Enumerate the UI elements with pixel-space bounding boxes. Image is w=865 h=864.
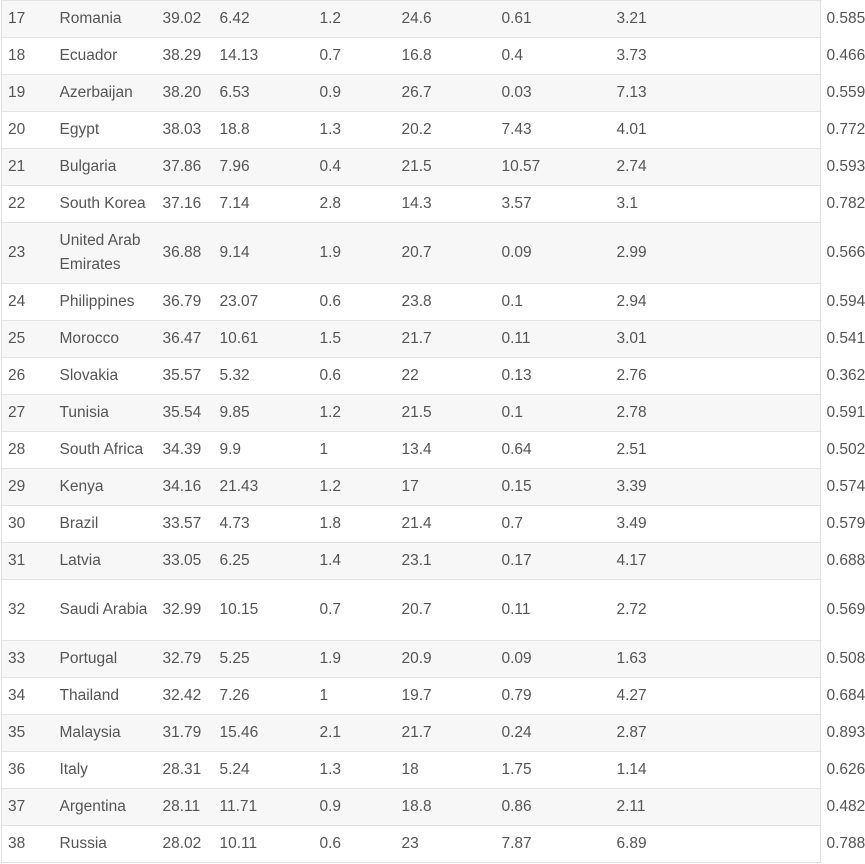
country-cell: Morocco: [55, 321, 157, 358]
value-cell-6: 2.87: [611, 715, 821, 752]
value-cell-6: 4.17: [611, 543, 821, 580]
rank-cell: 24: [2, 284, 55, 321]
value-cell-2: 10.11: [214, 826, 314, 863]
value-cell-2: 7.26: [214, 678, 314, 715]
value-cell-4: 23.1: [396, 543, 496, 580]
country-cell: Azerbaijan: [55, 75, 157, 112]
value-cell-3: 0.9: [314, 789, 396, 826]
value-cell-2: 5.32: [214, 358, 314, 395]
value-cell-6: 2.11: [611, 789, 821, 826]
table-row: 18 Ecuador 38.29 14.13 0.7 16.8 0.4 3.73 0.466: [2, 38, 821, 75]
value-cell-2: 7.14: [214, 186, 314, 223]
rank-cell: 37: [2, 789, 55, 826]
value-cell-3: 0.9: [314, 75, 396, 112]
value-cell-4: 21.5: [396, 149, 496, 186]
rank-cell: 26: [2, 358, 55, 395]
rank-cell: 27: [2, 395, 55, 432]
table-row: 31 Latvia 33.05 6.25 1.4 23.1 0.17 4.17 0.688: [2, 543, 821, 580]
value-cell-3: 1.2: [314, 469, 396, 506]
table-row: 28 South Africa 34.39 9.9 1 13.4 0.64 2.51 0.502: [2, 432, 821, 469]
value-cell-4: 20.7: [396, 223, 496, 284]
value-cell-3: 2.1: [314, 715, 396, 752]
value-cell-3: 0.7: [314, 38, 396, 75]
value-cell-5: 0.11: [496, 321, 611, 358]
value-cell-5: 0.09: [496, 641, 611, 678]
table-row: 38 Russia 28.02 10.11 0.6 23 7.87 6.89 0.788: [2, 826, 821, 863]
value-cell-5: 0.09: [496, 223, 611, 284]
value-cell-1: 34.39: [157, 432, 214, 469]
value-cell-6: 4.27: [611, 678, 821, 715]
value-cell-6: 1.14: [611, 752, 821, 789]
value-cell-1: 38.20: [157, 75, 214, 112]
value-cell-6: 2.76: [611, 358, 821, 395]
rank-cell: 25: [2, 321, 55, 358]
table-row: 30 Brazil 33.57 4.73 1.8 21.4 0.7 3.49 0.579: [2, 506, 821, 543]
country-cell: Egypt: [55, 112, 157, 149]
value-cell-2: 10.15: [214, 580, 314, 641]
table-row: 37 Argentina 28.11 11.71 0.9 18.8 0.86 2.11 0.482: [2, 789, 821, 826]
value-cell-6: 7.13: [611, 75, 821, 112]
value-cell-4: 16.8: [396, 38, 496, 75]
value-cell-4: 20.2: [396, 112, 496, 149]
value-cell-1: 32.42: [157, 678, 214, 715]
value-cell-6: 2.72: [611, 580, 821, 641]
value-cell-4: 26.7: [396, 75, 496, 112]
value-cell-3: 0.6: [314, 826, 396, 863]
country-cell: Latvia: [55, 543, 157, 580]
value-cell-1: 33.57: [157, 506, 214, 543]
table-row: 35 Malaysia 31.79 15.46 2.1 21.7 0.24 2.87 0.893: [2, 715, 821, 752]
value-cell-2: 10.61: [214, 321, 314, 358]
table-row: 17 Romania 39.02 6.42 1.2 24.6 0.61 3.21 0.585: [2, 1, 821, 38]
value-cell-4: 21.7: [396, 321, 496, 358]
value-cell-5: 7.43: [496, 112, 611, 149]
table-row: 24 Philippines 36.79 23.07 0.6 23.8 0.1 2.94 0.594: [2, 284, 821, 321]
country-cell: Thailand: [55, 678, 157, 715]
value-cell-5: 0.17: [496, 543, 611, 580]
rank-cell: 38: [2, 826, 55, 863]
table-row: 23 United Arab Emirates 36.88 9.14 1.9 20.7 0.09 2.99 0.566: [2, 223, 821, 284]
value-cell-2: 9.85: [214, 395, 314, 432]
value-cell-1: 37.16: [157, 186, 214, 223]
value-cell-3: 1.2: [314, 1, 396, 38]
country-cell: United Arab Emirates: [55, 223, 157, 284]
value-cell-2: 23.07: [214, 284, 314, 321]
value-cell-5: 0.7: [496, 506, 611, 543]
value-cell-3: 1: [314, 432, 396, 469]
rank-cell: 18: [2, 38, 55, 75]
value-cell-5: 10.57: [496, 149, 611, 186]
value-cell-1: 28.11: [157, 789, 214, 826]
value-cell-2: 14.13: [214, 38, 314, 75]
value-cell-1: 34.16: [157, 469, 214, 506]
country-cell: Argentina: [55, 789, 157, 826]
value-cell-1: 35.54: [157, 395, 214, 432]
value-cell-2: 5.24: [214, 752, 314, 789]
value-cell-1: 36.79: [157, 284, 214, 321]
table-row: 20 Egypt 38.03 18.8 1.3 20.2 7.43 4.01 0.772: [2, 112, 821, 149]
value-cell-2: 7.96: [214, 149, 314, 186]
table-row: 36 Italy 28.31 5.24 1.3 18 1.75 1.14 0.626: [2, 752, 821, 789]
value-cell-3: 1.5: [314, 321, 396, 358]
value-cell-6: 1.63: [611, 641, 821, 678]
value-cell-4: 21.5: [396, 395, 496, 432]
value-cell-5: 0.79: [496, 678, 611, 715]
value-cell-3: 1: [314, 678, 396, 715]
table-row: 29 Kenya 34.16 21.43 1.2 17 0.15 3.39 0.574: [2, 469, 821, 506]
rank-cell: 19: [2, 75, 55, 112]
value-cell-2: 11.71: [214, 789, 314, 826]
value-cell-6: 2.99: [611, 223, 821, 284]
value-cell-1: 38.29: [157, 38, 214, 75]
data-table: [1, 0, 865, 863]
table-body: [2, 1, 865, 863]
rank-cell: 20: [2, 112, 55, 149]
value-cell-2: 6.42: [214, 1, 314, 38]
value-cell-5: 0.86: [496, 789, 611, 826]
value-cell-4: 23.8: [396, 284, 496, 321]
value-cell-3: 0.7: [314, 580, 396, 641]
value-cell-2: 18.8: [214, 112, 314, 149]
value-cell-5: 0.61: [496, 1, 611, 38]
value-cell-4: 20.7: [396, 580, 496, 641]
rank-cell: 28: [2, 432, 55, 469]
country-cell: Slovakia: [55, 358, 157, 395]
value-cell-4: 17: [396, 469, 496, 506]
value-cell-1: 33.05: [157, 543, 214, 580]
country-cell: Bulgaria: [55, 149, 157, 186]
value-cell-2: 6.53: [214, 75, 314, 112]
table-row: 33 Portugal 32.79 5.25 1.9 20.9 0.09 1.63 0.508: [2, 641, 821, 678]
value-cell-3: 0.6: [314, 284, 396, 321]
value-cell-3: 0.6: [314, 358, 396, 395]
table-row: 19 Azerbaijan 38.20 6.53 0.9 26.7 0.03 7.13 0.559: [2, 75, 821, 112]
value-cell-2: 9.9: [214, 432, 314, 469]
value-cell-4: 21.7: [396, 715, 496, 752]
value-cell-2: 6.25: [214, 543, 314, 580]
value-cell-1: 36.88: [157, 223, 214, 284]
rank-cell: 30: [2, 506, 55, 543]
country-cell: Brazil: [55, 506, 157, 543]
rank-cell: 29: [2, 469, 55, 506]
value-cell-1: 38.03: [157, 112, 214, 149]
rank-cell: 23: [2, 223, 55, 284]
rank-cell: 22: [2, 186, 55, 223]
value-cell-5: 1.75: [496, 752, 611, 789]
table-row: 26 Slovakia 35.57 5.32 0.6 22 0.13 2.76 0.362: [2, 358, 821, 395]
country-cell: Ecuador: [55, 38, 157, 75]
table-row: 27 Tunisia 35.54 9.85 1.2 21.5 0.1 2.78 0.591: [2, 395, 821, 432]
value-cell-3: 1.9: [314, 641, 396, 678]
table-row: 22 South Korea 37.16 7.14 2.8 14.3 3.57 3.1 0.782: [2, 186, 821, 223]
value-cell-2: 15.46: [214, 715, 314, 752]
value-cell-3: 1.2: [314, 395, 396, 432]
country-cell: Malaysia: [55, 715, 157, 752]
country-cell: Romania: [55, 1, 157, 38]
value-cell-1: 28.31: [157, 752, 214, 789]
value-cell-6: 6.89: [611, 826, 821, 863]
value-cell-6: 4.01: [611, 112, 821, 149]
country-cell: Italy: [55, 752, 157, 789]
value-cell-5: 0.64: [496, 432, 611, 469]
value-cell-6: 2.94: [611, 284, 821, 321]
value-cell-5: 0.1: [496, 284, 611, 321]
value-cell-1: 36.47: [157, 321, 214, 358]
value-cell-1: 32.99: [157, 580, 214, 641]
value-cell-5: 3.57: [496, 186, 611, 223]
table-row: 32 Saudi Arabia 32.99 10.15 0.7 20.7 0.11 2.72 0.569: [2, 580, 821, 641]
value-cell-4: 22: [396, 358, 496, 395]
value-cell-4: 14.3: [396, 186, 496, 223]
country-cell: Russia: [55, 826, 157, 863]
value-cell-3: 1.9: [314, 223, 396, 284]
value-cell-3: 1.3: [314, 752, 396, 789]
value-cell-4: 13.4: [396, 432, 496, 469]
table-row: 25 Morocco 36.47 10.61 1.5 21.7 0.11 3.01 0.541: [2, 321, 821, 358]
value-cell-6: 3.39: [611, 469, 821, 506]
value-cell-3: 0.4: [314, 149, 396, 186]
value-cell-5: 0.13: [496, 358, 611, 395]
value-cell-3: 1.4: [314, 543, 396, 580]
rank-cell: 21: [2, 149, 55, 186]
rank-cell: 34: [2, 678, 55, 715]
value-cell-1: 28.02: [157, 826, 214, 863]
value-cell-4: 18.8: [396, 789, 496, 826]
value-cell-1: 32.79: [157, 641, 214, 678]
value-cell-6: 3.1: [611, 186, 821, 223]
value-cell-5: 0.4: [496, 38, 611, 75]
value-cell-5: 0.24: [496, 715, 611, 752]
country-cell: Tunisia: [55, 395, 157, 432]
value-cell-6: 3.73: [611, 38, 821, 75]
rank-cell: 36: [2, 752, 55, 789]
value-cell-5: 0.11: [496, 580, 611, 641]
value-cell-5: 7.87: [496, 826, 611, 863]
country-cell: South Africa: [55, 432, 157, 469]
table-row: 34 Thailand 32.42 7.26 1 19.7 0.79 4.27 0.684: [2, 678, 821, 715]
country-cell: Philippines: [55, 284, 157, 321]
value-cell-4: 24.6: [396, 1, 496, 38]
value-cell-6: 3.49: [611, 506, 821, 543]
table-row: 21 Bulgaria 37.86 7.96 0.4 21.5 10.57 2.74 0.593: [2, 149, 821, 186]
country-cell: Portugal: [55, 641, 157, 678]
value-cell-1: 39.02: [157, 1, 214, 38]
value-cell-2: 5.25: [214, 641, 314, 678]
value-cell-2: 21.43: [214, 469, 314, 506]
rank-cell: 35: [2, 715, 55, 752]
value-cell-2: 4.73: [214, 506, 314, 543]
value-cell-4: 18: [396, 752, 496, 789]
value-cell-6: 2.78: [611, 395, 821, 432]
rank-cell: 17: [2, 1, 55, 38]
rank-cell: 32: [2, 580, 55, 641]
value-cell-2: 9.14: [214, 223, 314, 284]
value-cell-4: 20.9: [396, 641, 496, 678]
country-cell: Saudi Arabia: [55, 580, 157, 641]
value-cell-5: 0.03: [496, 75, 611, 112]
value-cell-1: 31.79: [157, 715, 214, 752]
value-cell-1: 35.57: [157, 358, 214, 395]
country-cell: South Korea: [55, 186, 157, 223]
rank-cell: 31: [2, 543, 55, 580]
country-cell: Kenya: [55, 469, 157, 506]
value-cell-3: 1.3: [314, 112, 396, 149]
rank-cell: 33: [2, 641, 55, 678]
value-cell-4: 19.7: [396, 678, 496, 715]
value-cell-4: 21.4: [396, 506, 496, 543]
value-cell-6: 3.21: [611, 1, 821, 38]
value-cell-1: 37.86: [157, 149, 214, 186]
value-cell-6: 2.51: [611, 432, 821, 469]
value-cell-3: 1.8: [314, 506, 396, 543]
value-cell-6: 2.74: [611, 149, 821, 186]
value-cell-4: 23: [396, 826, 496, 863]
value-cell-3: 2.8: [314, 186, 396, 223]
value-cell-5: 0.15: [496, 469, 611, 506]
value-cell-6: 3.01: [611, 321, 821, 358]
value-cell-5: 0.1: [496, 395, 611, 432]
